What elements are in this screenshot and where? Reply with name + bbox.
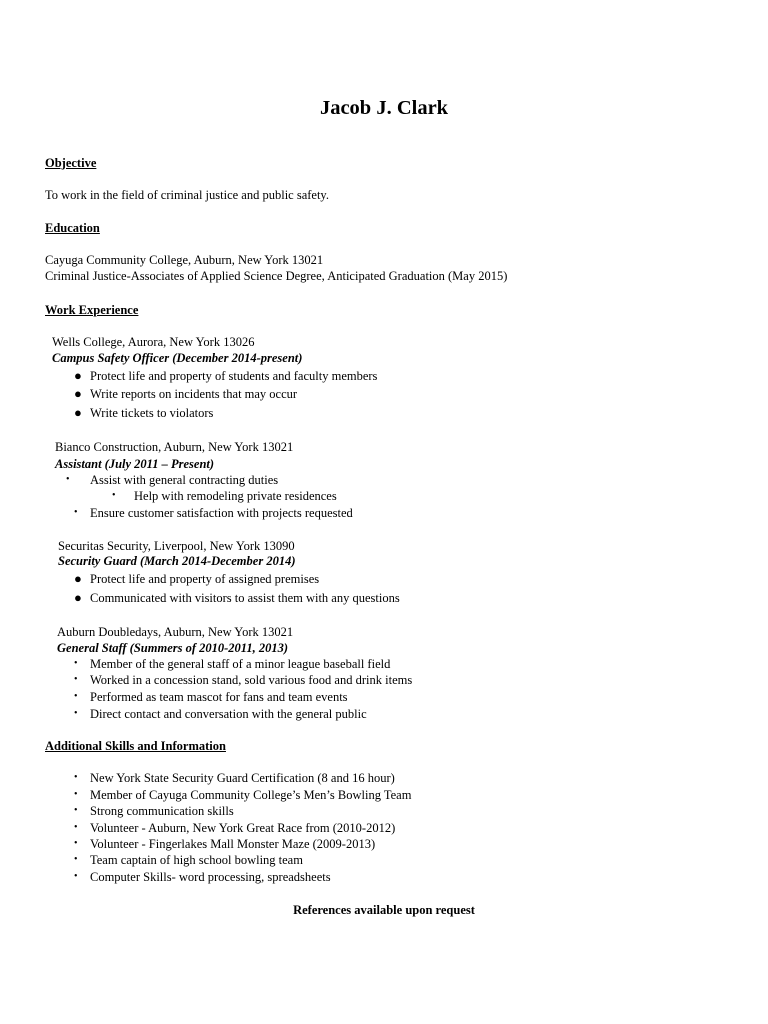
job-title: Assistant (July 2011 – Present) (55, 457, 215, 471)
bullet-icon: ● (74, 368, 82, 383)
list-item: Assist with general contracting duties (90, 473, 279, 487)
bullet-icon: ● (74, 405, 82, 420)
education-heading: Education (45, 221, 100, 235)
skill-item: Volunteer - Auburn, New York Great Race from (2010-2012) (90, 821, 396, 835)
bullet-icon: • (74, 708, 78, 719)
list-item: Communicated with visitors to assist them with any questions (90, 591, 400, 605)
work-experience-heading: Work Experience (45, 303, 139, 317)
job-employer: Bianco Construction, Auburn, New York 13021 (55, 440, 294, 454)
bullet-icon: • (74, 789, 78, 800)
skill-item: Member of Cayuga Community College’s Men’s Bowling Team (90, 788, 412, 802)
skills-heading: Additional Skills and Information (45, 739, 226, 753)
bullet-icon: • (74, 674, 78, 685)
job-employer: Securitas Security, Liverpool, New York 13090 (58, 539, 295, 553)
list-item: Protect life and property of assigned premises (90, 572, 320, 586)
job-title: Campus Safety Officer (December 2014-present) (52, 351, 303, 365)
skill-item: Strong communication skills (90, 804, 234, 818)
list-item: Member of the general staff of a minor league baseball field (90, 657, 391, 671)
list-item: Write reports on incidents that may occur (90, 387, 298, 401)
job-title: General Staff (Summers of 2010-2011, 2013) (57, 641, 289, 655)
education-degree: Criminal Justice-Associates of Applied Science Degree, Anticipated Graduation (May 2015) (45, 269, 508, 283)
list-item: Direct contact and conversation with the general public (90, 707, 367, 721)
job-employer: Auburn Doubledays, Auburn, New York 13021 (57, 625, 294, 639)
skill-item: Computer Skills- word processing, spreadsheets (90, 870, 331, 884)
list-item: Worked in a concession stand, sold various food and drink items (90, 673, 413, 687)
list-item: Performed as team mascot for fans and team events (90, 690, 348, 704)
list-item: Write tickets to violators (90, 406, 214, 420)
objective-heading: Objective (45, 156, 97, 170)
job-title: Security Guard (March 2014-December 2014) (58, 554, 296, 568)
bullet-icon: • (74, 658, 78, 669)
candidate-name: Jacob J. Clark (319, 97, 449, 119)
objective-text: To work in the field of criminal justice and public safety. (45, 188, 329, 202)
bullet-icon: • (74, 507, 78, 518)
bullet-icon: • (74, 772, 78, 783)
bullet-icon: ● (74, 386, 82, 401)
bullet-icon: • (74, 691, 78, 702)
list-item: Protect life and property of students and faculty members (90, 369, 378, 383)
list-item: Ensure customer satisfaction with projects requested (90, 506, 353, 520)
skill-item: Team captain of high school bowling team (90, 853, 303, 867)
bullet-icon: • (74, 854, 78, 865)
bullet-icon: • (112, 490, 116, 501)
references-note: References available upon request (293, 903, 475, 917)
bullet-icon: • (74, 871, 78, 882)
bullet-icon: • (66, 474, 70, 485)
bullet-icon: ● (74, 590, 82, 605)
bullet-icon: ● (74, 571, 82, 586)
list-item: Help with remodeling private residences (134, 489, 337, 503)
bullet-icon: • (74, 838, 78, 849)
skill-item: Volunteer - Fingerlakes Mall Monster Maze (2009-2013) (90, 837, 376, 851)
bullet-icon: • (74, 822, 78, 833)
education-school: Cayuga Community College, Auburn, New York 13021 (45, 253, 324, 267)
bullet-icon: • (74, 805, 78, 816)
skill-item: New York State Security Guard Certification (8 and 16 hour) (90, 771, 395, 785)
job-employer: Wells College, Aurora, New York 13026 (52, 335, 255, 349)
